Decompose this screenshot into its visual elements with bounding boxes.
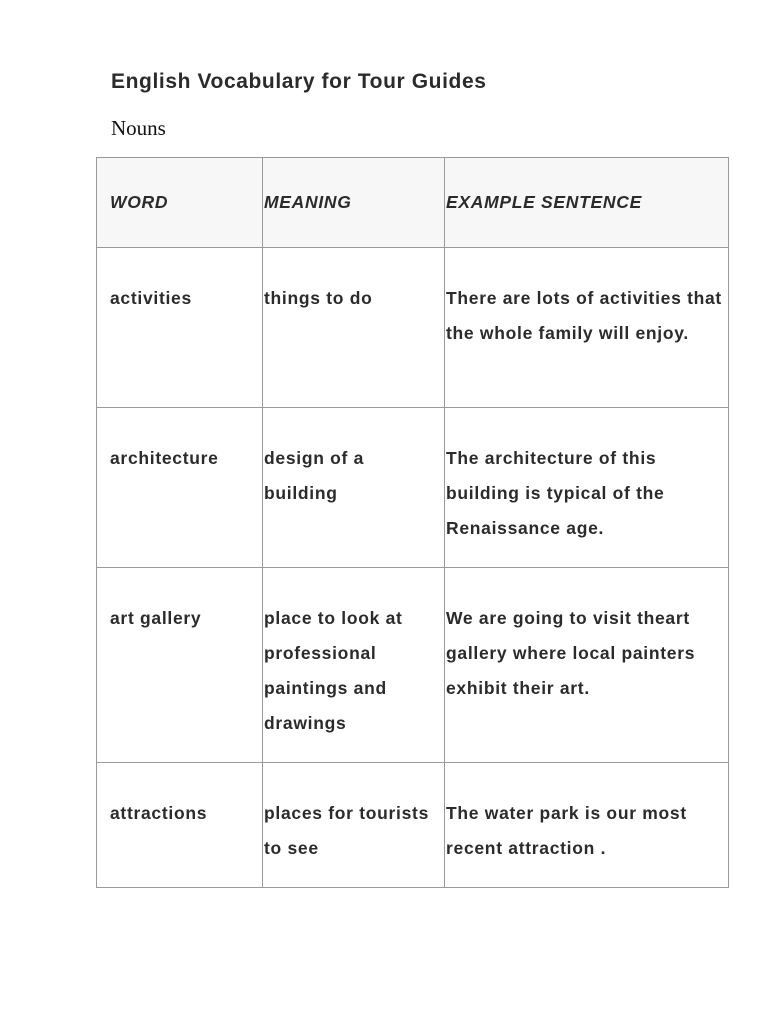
meaning-cell — [263, 763, 445, 888]
header-word — [97, 158, 263, 248]
meaning-text: design of a building — [264, 448, 365, 503]
example-cell — [445, 763, 729, 888]
word-text: attractions — [110, 803, 208, 823]
header-meaning-label: MEANING — [264, 192, 352, 212]
word-text: art gallery — [110, 608, 202, 628]
section-heading: Nouns — [111, 116, 166, 140]
meaning-cell — [263, 568, 445, 763]
example-text: The water park is our most recent attraction . — [446, 803, 687, 858]
table-header-row — [97, 158, 729, 248]
example-text: We are going to visit theart gallery where local painters exhibit their art. — [446, 608, 696, 698]
example-cell — [445, 408, 729, 568]
table-row — [97, 763, 729, 888]
header-example-label: EXAMPLE SENTENCE — [446, 192, 642, 212]
word-cell — [97, 568, 263, 763]
meaning-text: things to do — [264, 288, 373, 308]
word-text: architecture — [110, 448, 219, 468]
table-row — [97, 408, 729, 568]
word-cell — [97, 248, 263, 408]
vocabulary-table — [96, 157, 729, 888]
example-text: The architecture of this building is typical of the Renaissance age. — [446, 448, 665, 538]
header-word-label: WORD — [110, 192, 169, 212]
meaning-text: places for tourists to see — [264, 803, 430, 858]
example-text: There are lots of activities that the whole family will enjoy. — [446, 288, 722, 343]
word-text: activities — [110, 288, 192, 308]
table-row — [97, 568, 729, 763]
meaning-cell — [263, 408, 445, 568]
meaning-text: place to look at professional paintings and drawings — [264, 608, 403, 733]
table-row — [97, 248, 729, 408]
example-cell — [445, 568, 729, 763]
word-cell — [97, 408, 263, 568]
header-example-sentence — [445, 158, 729, 248]
header-meaning — [263, 158, 445, 248]
word-cell — [97, 763, 263, 888]
document-title: English Vocabulary for Tour Guides — [111, 70, 487, 93]
meaning-cell — [263, 248, 445, 408]
example-cell — [445, 248, 729, 408]
